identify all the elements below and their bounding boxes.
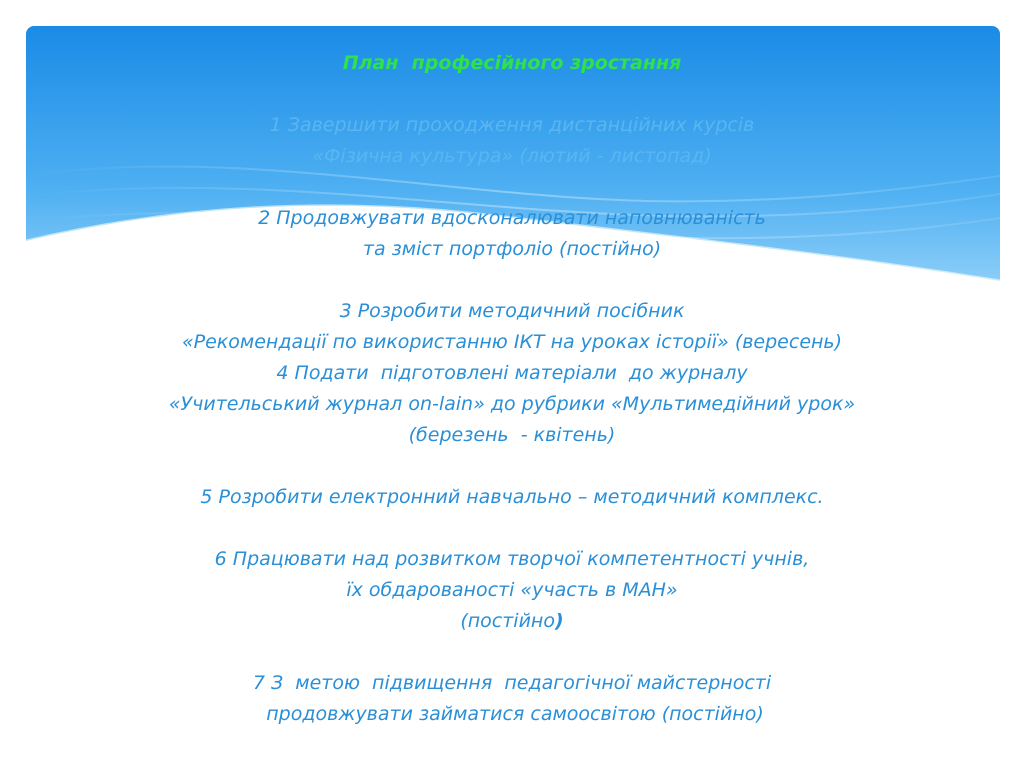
item-1-line-1: 1 Завершити проходження дистанційних курсів <box>269 114 755 136</box>
item-3-line-2: «Рекомендації по використанню ІКТ на уроках історії» (вересень) <box>181 331 843 353</box>
item-5-line-1: 5 Розробити електронний навчально – методичний комплекс. <box>200 486 824 508</box>
slide-title: План професійного зростання <box>342 52 682 74</box>
item-4-line-2: «Учительський журнал on-lain» до рубрики «Мультимедійний урок» <box>168 393 856 415</box>
item-4-line-3: (березень - квітень) <box>408 424 616 446</box>
item-6-line-3-text: (постійно <box>460 610 555 632</box>
item-7-line-2: продовжувати займатися самоосвітою (постійно) <box>260 703 764 725</box>
item-7-line-1: 7 З метою підвищення педагогічної майстерності <box>252 672 772 694</box>
item-2-line-2: та зміст портфоліо (постійно) <box>362 238 662 260</box>
item-3-line-1: 3 Розробити методичний посібник <box>339 300 685 322</box>
slide-content <box>0 48 1024 730</box>
item-2-line-1: 2 Продовжувати вдосконалювати наповнюваність <box>258 207 766 229</box>
item-6-line-1: 6 Працювати над розвитком творчої компетентності учнів, <box>214 548 810 570</box>
item-6-closing-paren: ) <box>554 610 564 632</box>
item-1-line-2: «Фізична культура» (лютий - листопад) <box>312 145 712 167</box>
item-6-line-3 <box>0 606 1024 637</box>
item-4-line-1: 4 Подати підготовлені матеріали до журналу <box>276 362 748 384</box>
item-6-line-2: їх обдарованості «участь в МАН» <box>346 579 678 601</box>
